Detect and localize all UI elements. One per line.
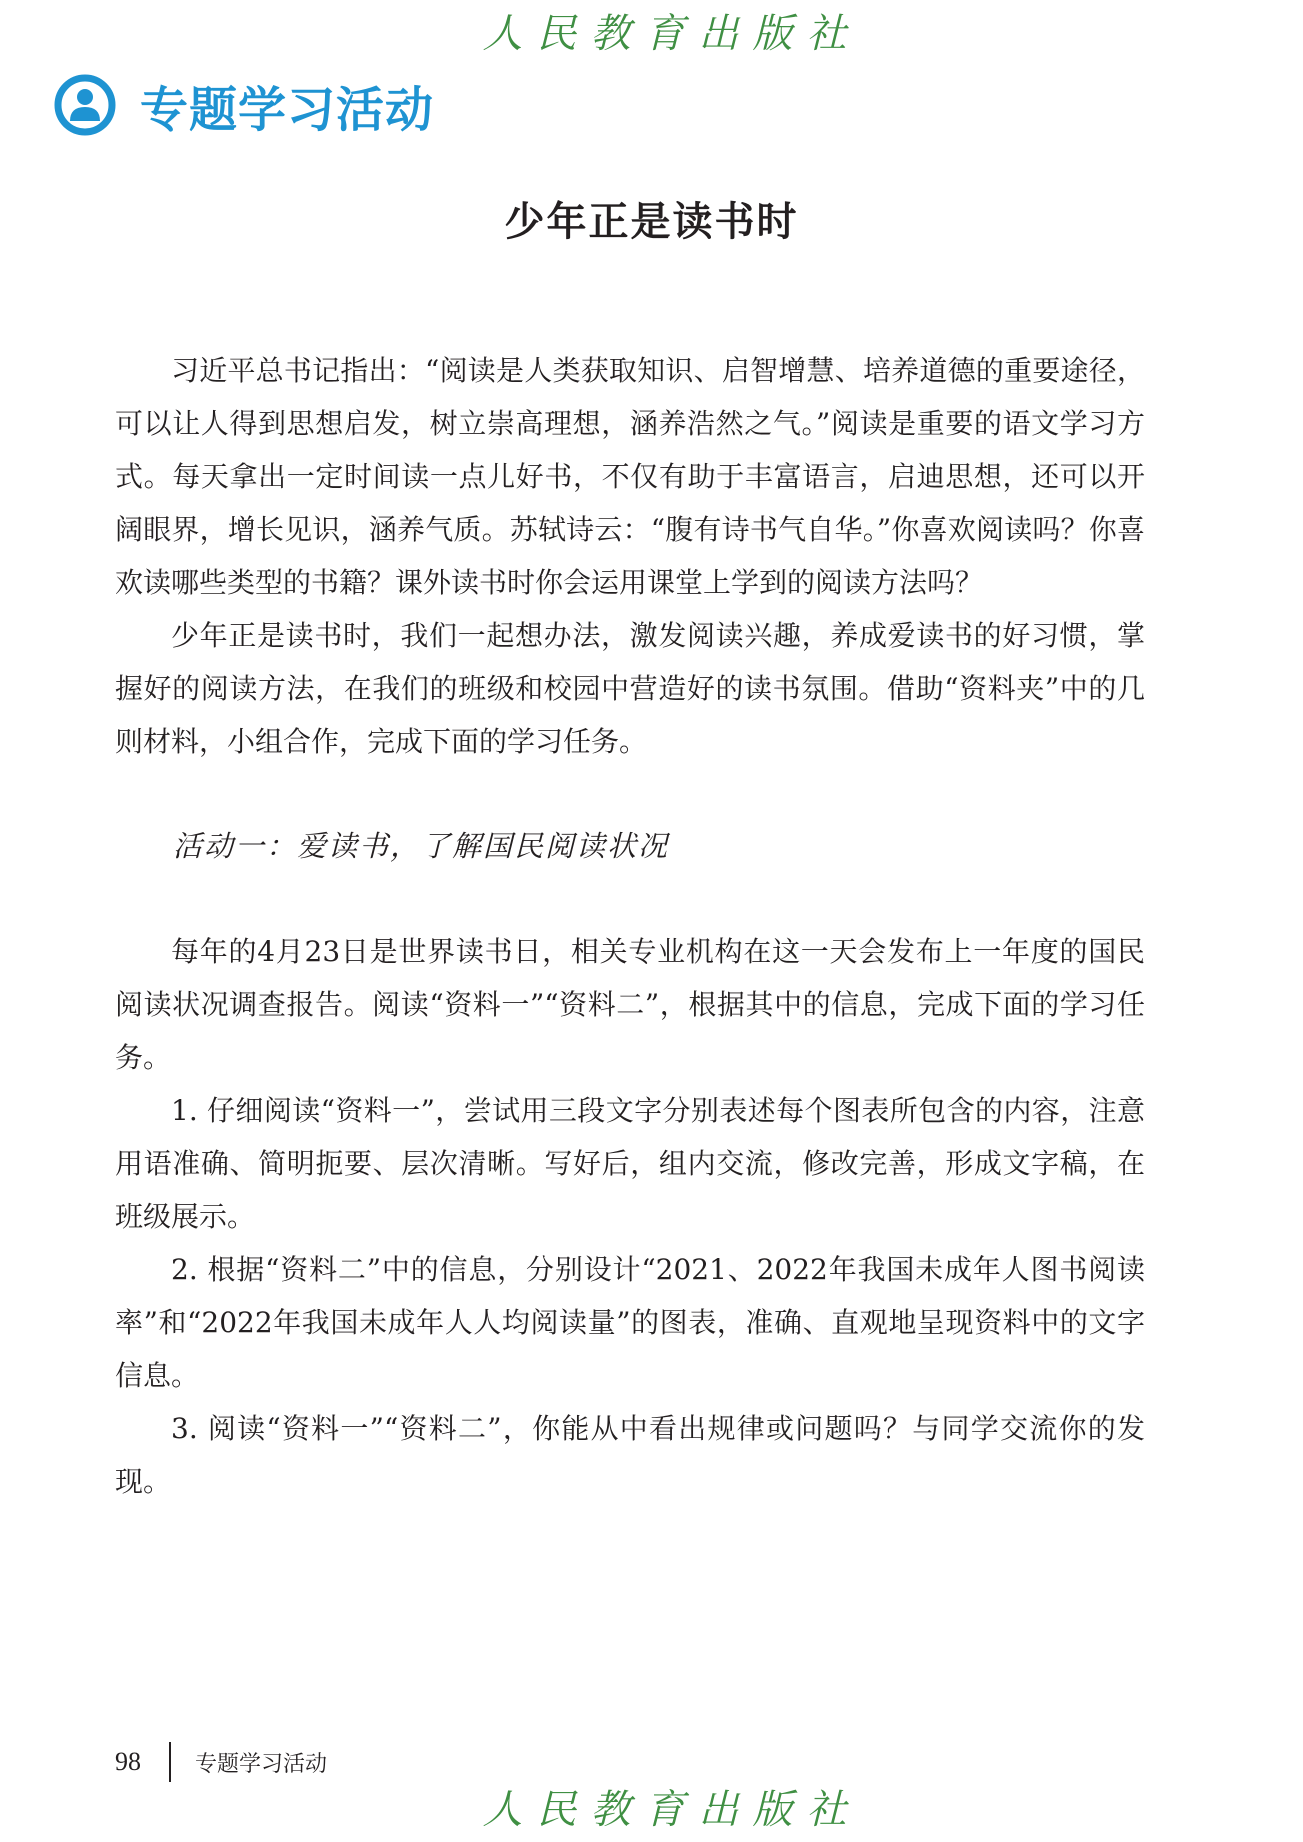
task-item-2: 2. 根据“资料二”中的信息，分别设计“2021、2022年我国未成年人图书阅读率”和“2022年我国未成年人人均阅读量”的图表，准确、直观地呈现资料中的文字信息。 — [115, 1253, 1145, 1392]
page-title: 少年正是读书时 — [504, 199, 799, 245]
footer-section-label: 专题学习活动 — [195, 1751, 328, 1777]
person-in-circle-icon — [54, 74, 116, 136]
page-footer — [115, 1740, 327, 1784]
activity-heading: 活动一：爱读书，了解国民阅读状况 — [173, 829, 670, 863]
footer-divider — [169, 1742, 171, 1782]
activity-intro-paragraph: 每年的4月23日是世界读书日，相关专业机构在这一天会发布上一年度的国民阅读状况调查报告。阅读“资料一”“资料二”，根据其中的信息，完成下面的学习任务。 — [115, 935, 1145, 1074]
main-content — [115, 344, 1145, 1508]
task-item-3: 3. 阅读“资料一”“资料二”，你能从中看出规律或问题吗？与同学交流你的发现。 — [115, 1412, 1145, 1498]
intro-paragraph-2: 少年正是读书时，我们一起想办法，激发阅读兴趣，养成爱读书的好习惯，掌握好的阅读方法，在我们的班级和校园中营造好的读书氛围。借助“资料夹”中的几则材料，小组合作，完成下面的学习任务。 — [115, 619, 1145, 758]
intro-paragraph-1: 习近平总书记指出：“阅读是人类获取知识、启智增慧、培养道德的重要途径，可以让人得到思想启发，树立崇高理想，涵养浩然之气。”阅读是重要的语文学习方式。每天拿出一定时间读一点儿好书，不仅有助于丰富语言，启迪思想，还可以开阔眼界，增长见识，涵养气质。苏轼诗云：“腹有诗书气自华。”你喜欢阅读吗？你喜欢读哪些类型的书籍？课外读书时你会运用课堂上学到的阅读方法吗？ — [115, 354, 1145, 599]
publisher-watermark-bottom: 人民教育出版社 — [482, 1787, 861, 1833]
section-title: 专题学习活动 — [140, 81, 435, 138]
publisher-watermark-top: 人民教育出版社 — [482, 11, 861, 57]
task-item-1: 1. 仔细阅读“资料一”，尝试用三段文字分别表述每个图表所包含的内容，注意用语准确、简明扼要、层次清晰。写好后，组内交流，修改完善，形成文字稿，在班级展示。 — [115, 1094, 1145, 1233]
section-header — [54, 70, 434, 140]
page-number: 98 — [115, 1747, 141, 1776]
